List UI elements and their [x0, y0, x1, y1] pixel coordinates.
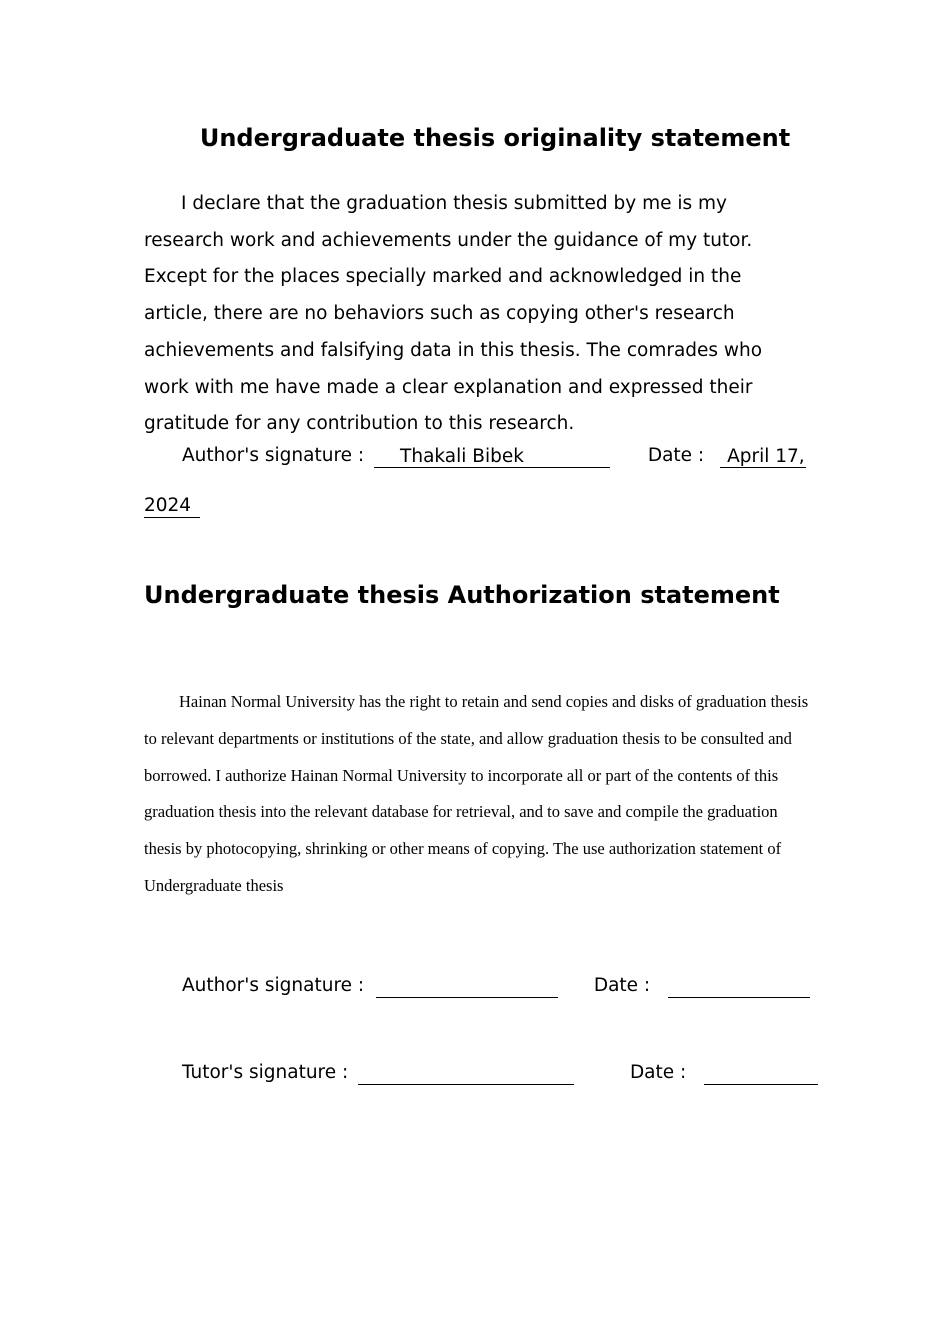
tutor-date-label: Date :: [629, 1062, 687, 1083]
originality-signature-row: [182, 444, 806, 468]
authorization-author-date-field[interactable]: [668, 975, 810, 998]
authorization-author-field[interactable]: [376, 975, 558, 998]
author-signature-label: Author's signature :: [182, 445, 365, 466]
authorization-author-row: [182, 974, 810, 998]
authorization-author-label: Author's signature :: [182, 975, 365, 996]
authorization-title: Undergraduate thesis Authorization statement: [144, 581, 780, 609]
originality-date-field[interactable]: [720, 446, 806, 468]
author-signature-value: Thakali Bibek: [400, 446, 524, 467]
originality-date-field-continued[interactable]: [144, 495, 200, 518]
originality-date-value: April 17,: [727, 446, 805, 467]
authorization-tutor-row: [182, 1061, 818, 1085]
originality-date-year: 2024: [144, 495, 192, 516]
originality-title: Undergraduate thesis originality statement: [199, 124, 791, 152]
authorization-body: Hainan Normal University has the right to retain and send copies and disks of graduation thesis to relevant departments or institutions of the state, and allow graduation thesis to be consulted and borrowed. I authorize Hainan Normal University to incorporate all or part of the contents of this graduation thesis into the relevant database for retrieval, and to save and compile the graduation thesis by photocopying, shrinking or other means of copying. The use authorization statement of Undergraduate thesis: [144, 692, 809, 895]
tutor-date-field[interactable]: [704, 1062, 818, 1085]
author-signature-field[interactable]: [374, 446, 610, 468]
originality-date-label: Date :: [647, 445, 705, 466]
tutor-signature-label: Tutor's signature :: [182, 1062, 349, 1083]
tutor-signature-field[interactable]: [358, 1062, 574, 1085]
originality-body: I declare that the graduation thesis submitted by me is my research work and achievements under the guidance of my tutor. Except for the places specially marked and acknowledged in the article, there are no behaviors such as copying other's research achievements and falsifying data in this thesis. The comrades who work with me have made a clear explanation and expressed their gratitude for any contribution to this research.: [144, 193, 763, 435]
originality-date-continuation: [144, 494, 200, 518]
authorization-author-date-label: Date :: [593, 975, 651, 996]
